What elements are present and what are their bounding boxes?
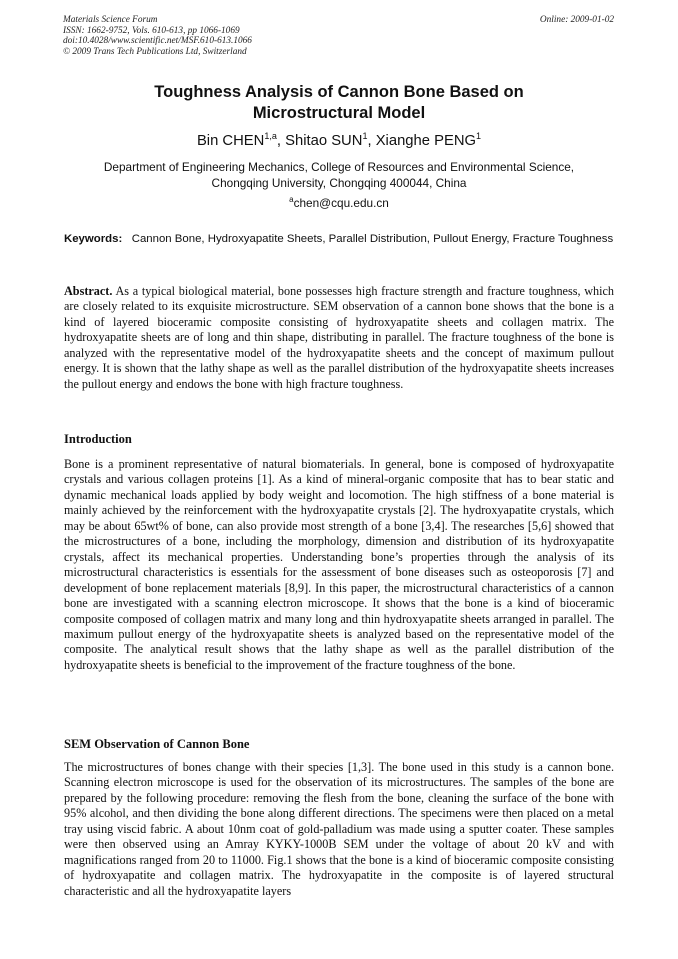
author-list <box>0 132 678 150</box>
abstract-label: Abstract. <box>64 284 113 298</box>
section-heading-introduction: Introduction <box>64 432 132 446</box>
section-heading-sem: SEM Observation of Cannon Bone <box>64 737 250 751</box>
sem-text: The microstructures of bones change with their species [1,3]. The bone used in this study is a cannon bone. Scanning electron microscope is used for the observation of its microstructures. The samples of the bone are prepared by the following procedure: removing the flesh from the bone, cleaning the surface of the bone with 95% alcohol, and then dividing the bone along different directions. The specimens were then placed on a metal tray using viscid fabric. A about 10nm coat of gold-palladium was made using a sputter coater. These samples were then observed using an Amray KYKY-1000B SEM under the voltage of about 20 kV and with magnifications ranged from 20 to 11000. Fig.1 shows that the bone is a kind of bioceramic composite consisting of hydroxyapatite and collagen matrix. The hydroxyapatite in the composite is of layered structural characteristic and all the hydroxyapatite layers <box>64 760 614 898</box>
title-line-1: Toughness Analysis of Cannon Bone Based on <box>154 83 524 101</box>
author-affiliation-mark: 1 <box>362 131 368 141</box>
author-affiliation-mark: 1 <box>476 131 482 141</box>
affiliation <box>0 159 678 191</box>
issn-line: ISSN: 1662-9752, Vols. 610-613, pp 1066-1069 <box>63 25 240 36</box>
keywords-text: Cannon Bone, Hydroxyapatite Sheets, Parallel Distribution, Pullout Energy, Fracture Toughness <box>131 233 614 245</box>
abstract-text: As a typical biological material, bone possesses high fracture strength and fracture toughness, which are closely related to its exquisite microstructure. SEM observation of a cannon bone shows that the bone is a kind of layered bioceramic composite consisting of hydroxyapatite sheets and collagen matrix. The hydroxyapatite sheets are of long and thin shape, distributing in parallel. The fracture toughness of the bone is analyzed with the representative model of the hydroxyapatite sheets and the concept of maximum pullout energy. It is shown that the lathy shape as well as the parallel distribution of the hydroxyapatite sheets increases the pullout energy and endows the bone with high fracture toughness. <box>64 284 615 391</box>
doi-line: doi:10.4028/www.scientific.net/MSF.610-613.1066 <box>63 36 252 47</box>
introduction-text: Bone is a prominent representative of natural biomaterials. In general, bone is composed of hydroxyapatite crystals and various collagen proteins [1]. As a kind of mineral-organic composite that has to bear static and dynamic mechanical loads applied by body weight and locomotion. The high stiffness of a bone material is mainly achieved by the reinforcement with the hydroxyapatite crystals [2]. The hydroxyapatite crystals, which may be about 65wt% of bone, can also provide most strength of a bone [3,4]. The researches [5,6] showed that the microstructures of a bone, including the morphology, dimension and distribution of its hydroxyapatite crystals, affect its mechanical properties. Understanding bone’s properties through the analysis of its microstructural characteristics is essentials for the assessment of bone diseases such as osteoporosis [7] and development of bone replacement materials [8,9]. In this paper, the microstructural characteristics of a cannon bone are investigated with a scanning electron microscope. It shows that the bone is a kind of bioceramic composite composed of collagen matrix and many long and thin hydroxyapatite sheets arranged in parallel. The maximum pullout energy of the hydroxyapatite sheets is analyzed based on the representative model of the composite. The analytical result shows that the lathy shape as well as the parallel distribution of the hydroxyapatite sheets is beneficial to the improvement of the fracture toughness of the bone. <box>64 457 614 672</box>
keywords <box>64 232 614 248</box>
keywords-label: Keywords: <box>64 233 123 245</box>
email-address[interactable]: chen@cqu.edu.cn <box>293 196 389 210</box>
author-separator: , <box>367 133 376 149</box>
copyright-line: © 2009 Trans Tech Publications Ltd, Switzerland <box>63 46 247 57</box>
author-email[interactable] <box>0 195 678 211</box>
title-line-2: Microstructural Model <box>252 103 426 122</box>
affiliation-line-2: Chongqing University, Chongqing 400044, China <box>211 176 467 190</box>
author-name: Xianghe PENG <box>375 133 477 149</box>
author-separator: , <box>276 133 286 149</box>
author-name: Bin CHEN <box>196 133 265 149</box>
journal-name: Materials Science Forum <box>63 15 158 25</box>
email-mark: a <box>289 195 294 204</box>
paper-title <box>0 82 678 123</box>
author-name: Shitao SUN <box>285 133 363 149</box>
journal-header <box>63 15 252 57</box>
affiliation-line-1: Department of Engineering Mechanics, College of Resources and Environmental Science, <box>103 160 575 174</box>
online-date: Online: 2009-01-02 <box>539 15 614 25</box>
author-affiliation-mark: 1,a <box>264 131 277 141</box>
abstract <box>64 284 614 392</box>
